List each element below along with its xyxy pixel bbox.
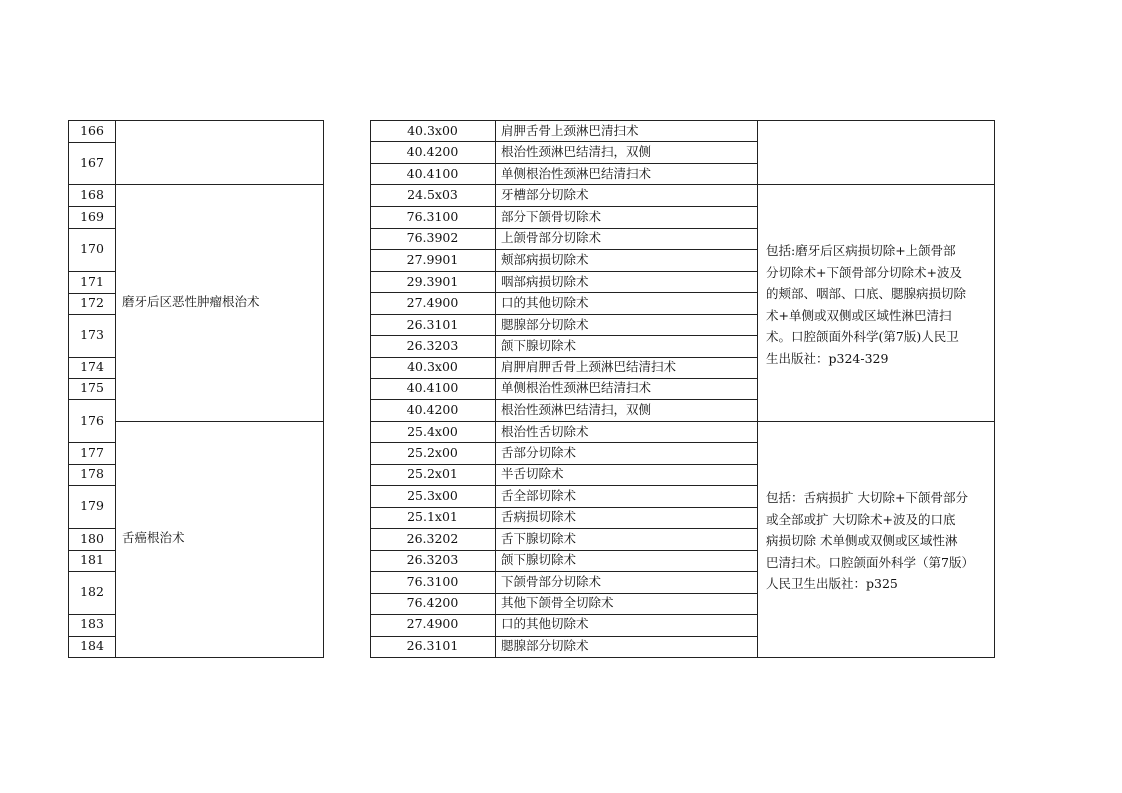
group-label: 磨牙后区恶性肿瘤根治术	[122, 294, 260, 309]
procedure-name: 牙槽部分切除术	[501, 187, 589, 202]
procedure-code: 26.3202	[406, 531, 459, 546]
row-number: 172	[80, 295, 104, 310]
note-block	[766, 487, 991, 595]
row-number: 181	[80, 552, 104, 567]
procedure-code: 40.3x00	[407, 359, 458, 374]
procedure-code: 26.3203	[406, 338, 459, 353]
procedure-name: 舌部分切除术	[501, 445, 577, 460]
procedure-code: 24.5x03	[407, 187, 458, 202]
procedure-name: 肩胛肩胛舌骨上颈淋巴结清扫术	[501, 359, 677, 374]
row-number: 167	[80, 155, 104, 170]
procedure-code: 76.4200	[406, 595, 459, 610]
note-line: 包括:磨牙后区病损切除+上颌骨部	[766, 243, 956, 258]
procedure-name: 下颌骨部分切除术	[501, 574, 602, 589]
note-block	[766, 240, 991, 369]
group-label: 舌癌根治术	[122, 530, 185, 545]
row-number: 169	[80, 209, 104, 224]
procedure-code: 25.1x01	[407, 509, 458, 524]
procedure-code: 40.4200	[406, 144, 459, 159]
row-number: 171	[80, 274, 104, 289]
procedure-code: 26.3101	[406, 638, 459, 653]
procedure-code: 40.4100	[406, 380, 459, 395]
procedure-name: 口的其他切除术	[501, 616, 589, 631]
note-line: 术+单侧或双侧或区域性淋巴清扫	[766, 307, 952, 323]
row-number: 174	[80, 359, 104, 374]
row-number: 175	[80, 380, 104, 395]
procedure-name: 舌病损切除术	[501, 509, 577, 524]
procedure-name: 部分下颌骨切除术	[501, 209, 602, 224]
row-number: 183	[80, 616, 104, 631]
procedure-name: 腮腺部分切除术	[501, 638, 589, 653]
procedure-code: 27.4900	[406, 295, 459, 310]
procedure-code: 76.3902	[406, 230, 459, 245]
row-number: 173	[80, 327, 104, 342]
procedure-name: 单侧根治性颈淋巴结清扫术	[501, 380, 652, 395]
procedure-code: 76.3100	[406, 209, 459, 224]
note-line: 包括：舌病损扩 大切除+下颌骨部分	[766, 490, 968, 505]
left-table-border	[323, 120, 324, 657]
right-table-border	[994, 120, 995, 657]
row-number: 180	[80, 531, 104, 546]
procedure-name: 单侧根治性颈淋巴结清扫术	[501, 166, 652, 181]
procedure-name: 腮腺部分切除术	[501, 317, 589, 332]
note-line: 人民卫生出版社：p325	[766, 576, 898, 591]
row-number: 184	[80, 638, 104, 653]
row-number: 178	[80, 466, 104, 481]
note-line: 术。口腔颌面外科学(第7版)人民卫	[766, 329, 959, 344]
procedure-name: 上颌骨部分切除术	[501, 230, 602, 245]
procedure-code: 27.4900	[406, 616, 459, 631]
procedure-code: 40.3x00	[407, 123, 458, 138]
row-number: 168	[80, 187, 104, 202]
procedure-name: 根治性颈淋巴结清扫，双侧	[501, 402, 652, 417]
procedure-code: 26.3203	[406, 552, 459, 567]
procedure-name: 根治性舌切除术	[501, 424, 589, 439]
row-number: 166	[80, 123, 104, 138]
procedure-name: 半舌切除术	[501, 466, 564, 481]
procedure-name: 咽部病损切除术	[501, 274, 589, 289]
right-table-border	[757, 120, 758, 657]
procedure-code: 40.4200	[406, 402, 459, 417]
procedure-name: 颌下腺切除术	[501, 552, 577, 567]
procedure-code: 25.2x01	[407, 466, 458, 481]
procedure-code: 40.4100	[406, 166, 459, 181]
left-table-border	[115, 120, 116, 657]
procedure-code: 25.2x00	[407, 445, 458, 460]
right-table-border	[495, 120, 496, 657]
row-number: 182	[80, 584, 104, 599]
row-number: 170	[80, 241, 104, 256]
procedure-name: 肩胛舌骨上颈淋巴清扫术	[501, 123, 639, 138]
procedure-code: 76.3100	[406, 574, 459, 589]
procedure-code: 29.3901	[406, 274, 459, 289]
procedure-code: 26.3101	[406, 317, 459, 332]
row-number: 177	[80, 445, 104, 460]
procedure-code: 25.4x00	[407, 424, 458, 439]
row-number: 176	[80, 413, 104, 428]
note-line: 分切除术+下颌骨部分切除术+波及	[766, 264, 962, 280]
procedure-name: 颌下腺切除术	[501, 338, 577, 353]
procedure-name: 口的其他切除术	[501, 295, 589, 310]
procedure-name: 颊部病损切除术	[501, 252, 589, 267]
procedure-name: 其他下颌骨全切除术	[501, 595, 614, 610]
note-line: 生出版社：p324-329	[766, 350, 889, 366]
procedure-name: 舌全部切除术	[501, 488, 577, 503]
note-line: 巴清扫术。口腔颌面外科学（第7版）	[766, 554, 974, 570]
procedure-name: 根治性颈淋巴结清扫，双侧	[501, 144, 652, 159]
row-number: 179	[80, 498, 104, 513]
procedure-code: 25.3x00	[407, 488, 458, 503]
note-line: 病损切除 术单侧或双侧或区域性淋	[766, 533, 958, 548]
procedure-name: 舌下腺切除术	[501, 531, 577, 546]
note-line: 或全部或扩 大切除术+波及的口底	[766, 511, 956, 527]
note-line: 的颊部、咽部、口底、腮腺病损切除	[766, 286, 967, 301]
procedure-code: 27.9901	[406, 252, 459, 267]
